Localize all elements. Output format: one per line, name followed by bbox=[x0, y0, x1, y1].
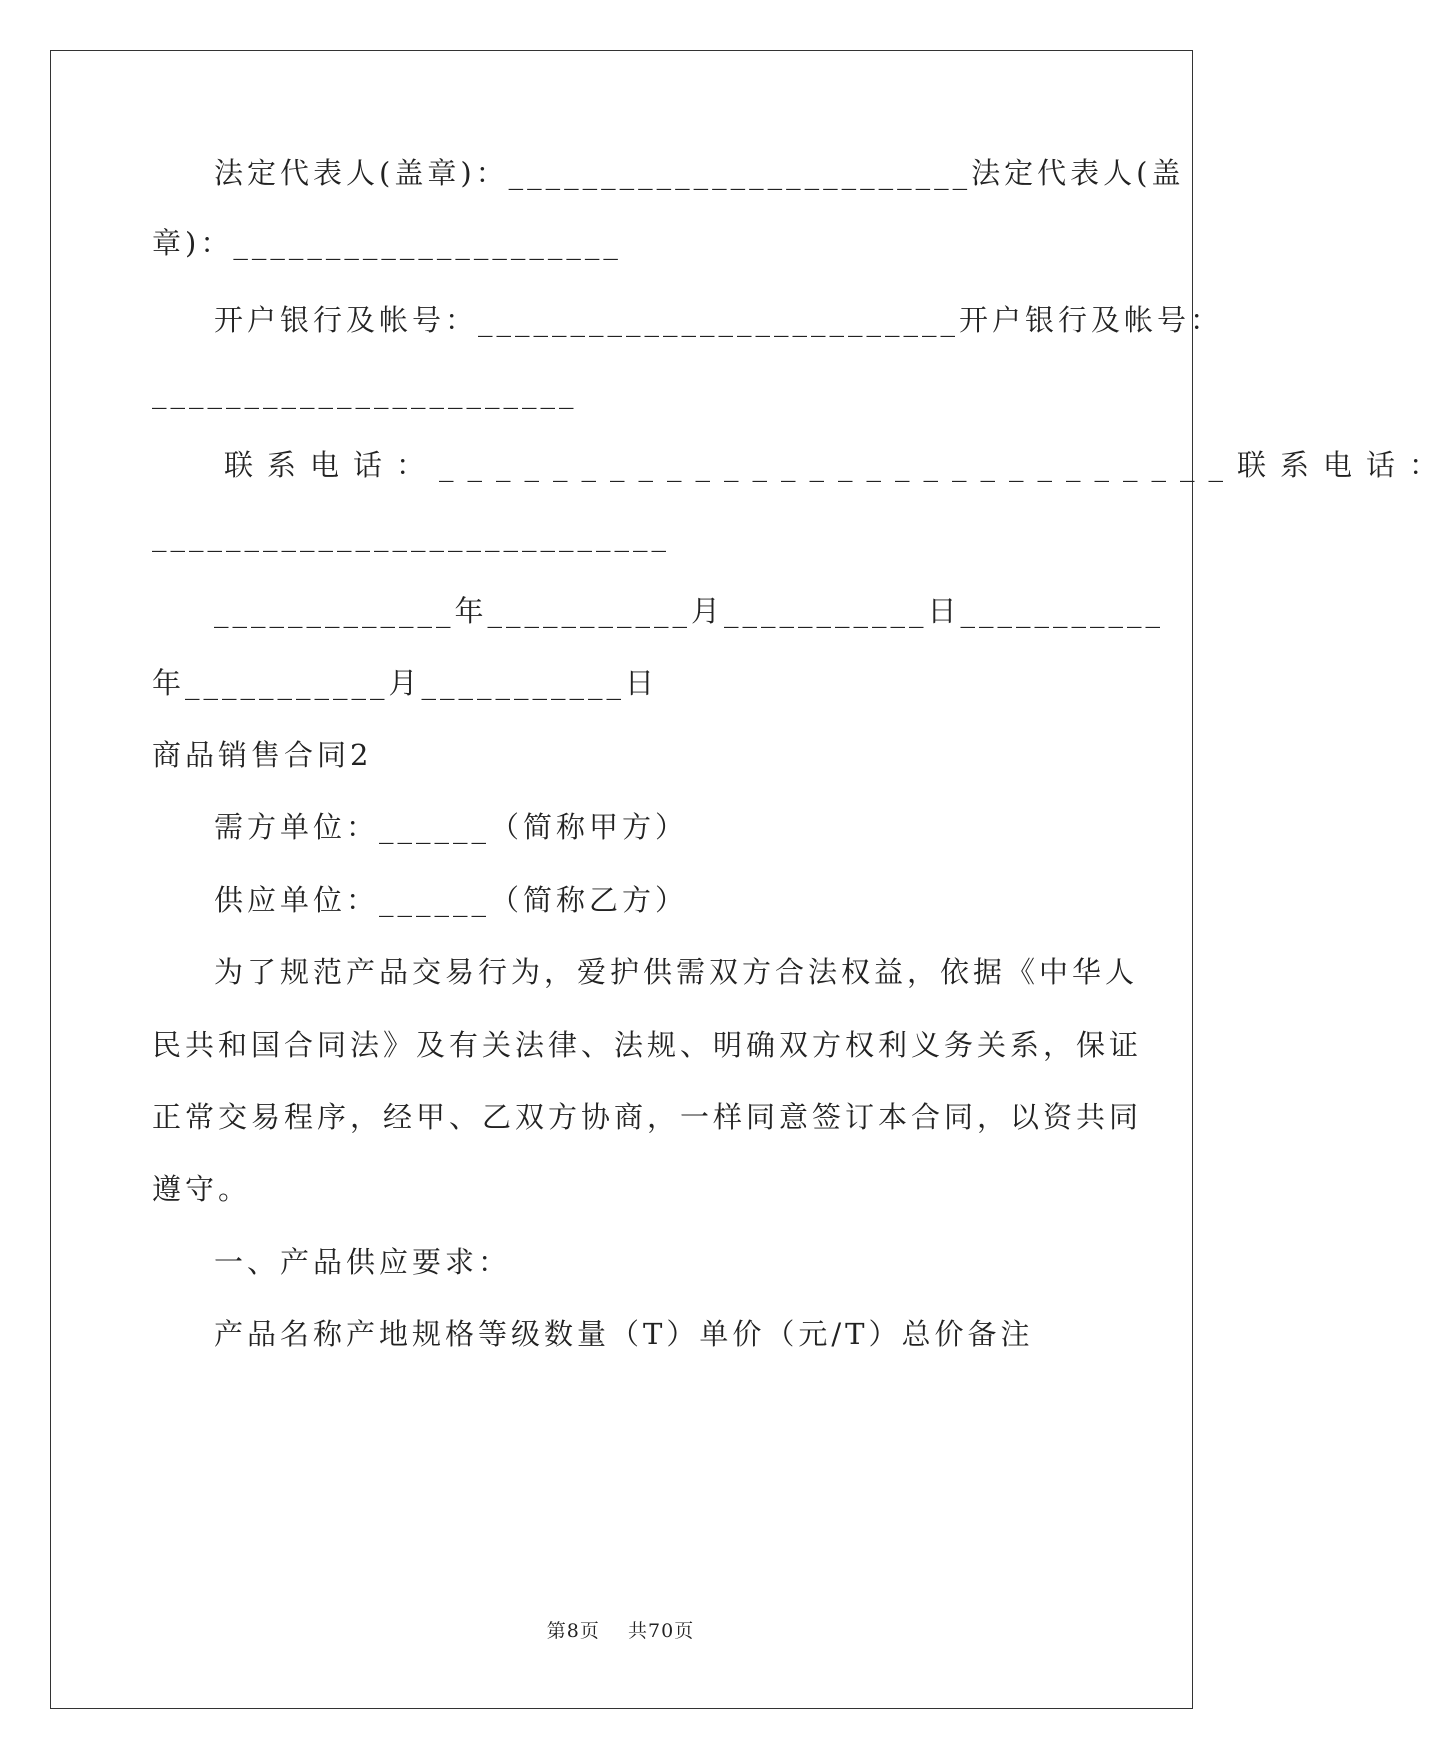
page-number: 第8页 共70页 bbox=[546, 1620, 695, 1642]
buyer-unit-line: 需方单位：______（简称甲方） bbox=[214, 810, 689, 844]
legal-representative-line-cont: 章)：_____________________ bbox=[152, 226, 622, 260]
phone-line-cont: ____________________________ bbox=[152, 518, 670, 552]
bank-account-line: 开户银行及帐号：__________________________开户银行及帐号： bbox=[214, 303, 1224, 337]
date-line: _____________年___________月___________日___________ bbox=[214, 594, 1165, 628]
preamble-line-3: 正常交易程序，经甲、乙双方协商，一样同意签订本合同，以资共同 bbox=[152, 1100, 1143, 1134]
bank-account-line-cont: _______________________ bbox=[152, 375, 578, 409]
preamble-line-1: 为了规范产品交易行为，爱护供需双方合法权益，依据《中华人 bbox=[214, 955, 1139, 989]
section-heading: 一、产品供应要求： bbox=[214, 1245, 512, 1279]
legal-representative-line: 法定代表人(盖章)：_________________________法定代表人(盖 bbox=[214, 156, 1185, 190]
supplier-unit-line: 供应单位：______（简称乙方） bbox=[214, 883, 689, 917]
date-line-cont: 年___________月___________日 bbox=[152, 666, 659, 700]
page-footer bbox=[0, 1618, 1241, 1644]
phone-line: 联系电话：____________________________联系电话： bbox=[224, 448, 1452, 482]
preamble-line-4: 遵守。 bbox=[152, 1172, 252, 1206]
contract-title: 商品销售合同2 bbox=[152, 738, 373, 772]
product-table-header: 产品名称产地规格等级数量（T）单价（元/T）总价备注 bbox=[214, 1317, 1034, 1351]
preamble-line-2: 民共和国合同法》及有关法律、法规、明确双方权利义务关系，保证 bbox=[152, 1028, 1143, 1062]
